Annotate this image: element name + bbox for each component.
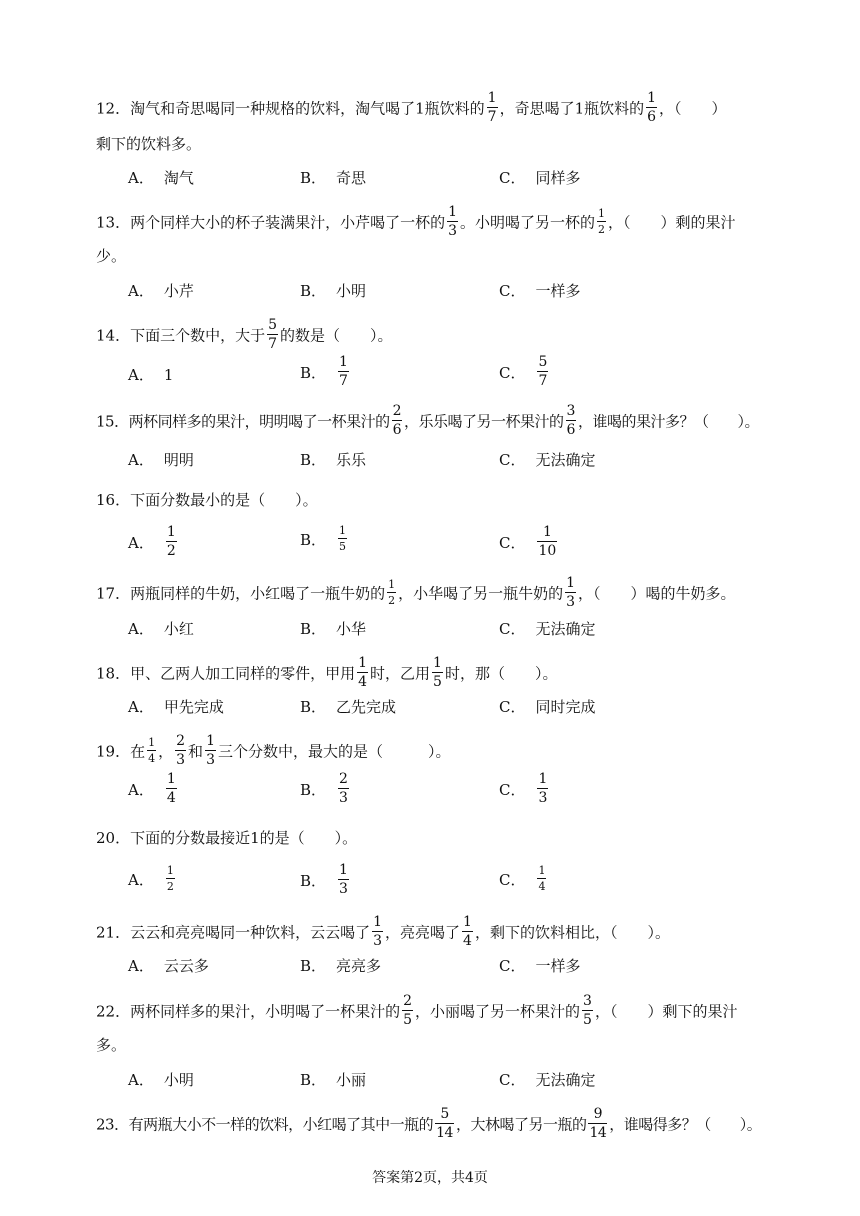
question-19 [96, 733, 451, 769]
fraction: $\frac{1}{2}$ [166, 524, 176, 559]
question-number: 14． [96, 326, 131, 345]
question-text: 在 [130, 742, 146, 761]
question-text: ， [158, 742, 174, 761]
question-number: 13． [96, 213, 131, 232]
fraction: $\frac{2}{5}$ [403, 993, 413, 1028]
fraction: $\frac{1}{4}$ [538, 864, 546, 893]
question-21 [96, 914, 670, 950]
question-17 [96, 575, 736, 611]
question-number: 16． [96, 491, 131, 509]
question-text: ，亮亮喝了 [385, 923, 461, 942]
question-15 [96, 403, 759, 439]
question-text: ，谁喝得多？（ ）。 [609, 1115, 762, 1134]
question-13-continuation: 少。 [96, 247, 127, 265]
option-a: A． 云云多 [128, 957, 209, 975]
fraction: $\frac{5}{14}$ [436, 1106, 453, 1141]
option-c: C． $\frac{5}{7}$ [499, 354, 548, 389]
option-b: B． $\frac{2}{3}$ [300, 771, 348, 806]
fraction: $\frac{1}{6}$ [647, 90, 657, 125]
fraction: $\frac{1}{4}$ [148, 736, 156, 765]
question-number: 19． [96, 742, 131, 761]
question-text: ，乐乐喝了另一杯果汁的 [404, 412, 564, 431]
fraction: $\frac{1}{4}$ [166, 771, 176, 806]
question-text: 云云和亮亮喝同一种饮料，云云喝了 [130, 923, 371, 942]
fraction: $\frac{1}{3}$ [566, 575, 576, 610]
fraction: $\frac{5}{7}$ [268, 317, 278, 352]
question-text: 两个同样大小的杯子装满果汁，小芹喝了一杯的 [130, 213, 446, 232]
question-text: ，小华喝了另一瓶牛奶的 [398, 584, 564, 603]
question-13 [96, 204, 736, 240]
question-text: ，小丽喝了另一杯果汁的 [415, 1002, 581, 1021]
question-number: 23． [96, 1115, 129, 1134]
question-text: 两杯同样多的果汁，明明喝了一杯果汁的 [128, 412, 390, 431]
question-text: 时，乙用 [370, 664, 431, 683]
option-b: B． 小丽 [300, 1071, 367, 1089]
question-text: ，（ ） [659, 99, 727, 118]
fraction: $\frac{2}{6}$ [392, 403, 402, 438]
question-text: 时，那（ ）。 [444, 664, 558, 683]
fraction: $\frac{9}{14}$ [589, 1106, 607, 1141]
fraction: $\frac{3}{5}$ [583, 993, 592, 1028]
option-c: C． $\frac{1}{10}$ [499, 524, 557, 559]
option-c: C． 无法确定 [499, 451, 596, 469]
question-text: 三个分数中，最大的是（ ）。 [217, 742, 451, 761]
question-number: 17． [96, 584, 131, 603]
question-12 [96, 90, 727, 126]
fraction: $\frac{3}{6}$ [566, 403, 575, 438]
fraction: $\frac{5}{7}$ [538, 354, 548, 389]
question-number: 15． [96, 412, 129, 431]
question-text: 有两瓶大小不一样的饮料，小红喝了其中一瓶的 [128, 1115, 434, 1134]
option-c: C． 一样多 [499, 957, 581, 975]
question-text: 两瓶同样的牛奶，小红喝了一瓶牛奶的 [130, 584, 386, 603]
option-c: C． $\frac{1}{3}$ [499, 771, 548, 806]
fraction: $\frac{1}{2}$ [166, 864, 174, 893]
page-footer: 答案第2页，共4页 [372, 1170, 488, 1186]
question-16 [96, 490, 318, 510]
option-a: A． 淘气 [128, 169, 194, 187]
question-22 [96, 993, 738, 1029]
question-text: 淘气和奇思喝同一种规格的饮料，淘气喝了1瓶饮料的 [130, 99, 485, 118]
option-a: A． $\frac{1}{2}$ [128, 524, 176, 559]
question-number: 22． [96, 1002, 131, 1021]
option-b: B． $\frac{1}{5}$ [300, 524, 347, 553]
option-a: A． 小芹 [128, 282, 194, 300]
option-a: A． 明明 [128, 451, 194, 469]
question-number: 18． [96, 664, 131, 683]
option-b: B． 乙先完成 [300, 698, 397, 716]
fraction: $\frac{1}{5}$ [339, 524, 347, 553]
fraction: $\frac{1}{2}$ [598, 207, 606, 236]
option-b: B． $\frac{1}{7}$ [300, 354, 348, 389]
question-18 [96, 655, 558, 691]
option-c: C． $\frac{1}{4}$ [499, 864, 546, 893]
option-c: C． 同时完成 [499, 698, 596, 716]
fraction: $\frac{1}{3}$ [339, 862, 348, 897]
fraction: $\frac{2}{3}$ [176, 733, 186, 768]
option-c: C． 无法确定 [499, 620, 596, 638]
question-text: 下面的分数最接近1的是（ ）。 [130, 829, 358, 847]
fraction: $\frac{1}{3}$ [373, 914, 383, 949]
question-text: ，剩下的饮料相比，（ ）。 [474, 923, 670, 942]
fraction: $\frac{1}{10}$ [538, 524, 557, 559]
question-23 [96, 1106, 762, 1142]
question-text: ，谁喝的果汁多？（ ）。 [577, 412, 759, 431]
option-c: C． 无法确定 [499, 1071, 596, 1089]
fraction: $\frac{1}{2}$ [388, 578, 396, 607]
option-a: A． 小红 [128, 620, 194, 638]
fraction: $\frac{1}{5}$ [433, 655, 442, 690]
option-b: B． 小华 [300, 620, 367, 638]
fraction: $\frac{1}{3}$ [206, 733, 215, 768]
fraction: $\frac{1}{4}$ [358, 655, 368, 690]
option-a: A． 1 [128, 366, 174, 384]
option-c: C． 一样多 [499, 282, 581, 300]
fraction: $\frac{1}{3}$ [538, 771, 548, 806]
question-text: 下面三个数中，大于 [130, 326, 266, 345]
question-text: 下面分数最小的是（ ）。 [130, 491, 318, 509]
option-b: B． $\frac{1}{3}$ [300, 862, 348, 897]
question-number: 12． [96, 99, 131, 118]
option-a: A． 甲先完成 [128, 698, 224, 716]
question-text: ，（ ）剩的果汁 [608, 213, 736, 232]
fraction: $\frac{1}{7}$ [339, 354, 348, 389]
question-text: 两杯同样多的果汁，小明喝了一杯果汁的 [130, 1002, 401, 1021]
question-number: 21． [96, 923, 131, 942]
question-14 [96, 317, 393, 353]
option-c: C． 同样多 [499, 169, 581, 187]
option-b: B． 小明 [300, 282, 367, 300]
question-text: 的数是（ ）。 [280, 326, 393, 345]
fraction: $\frac{2}{3}$ [339, 771, 348, 806]
option-b: B． 奇思 [300, 169, 367, 187]
fraction: $\frac{1}{7}$ [487, 90, 497, 125]
question-text: ，（ ）剩下的果汁 [594, 1002, 738, 1021]
option-a: A． $\frac{1}{4}$ [128, 771, 176, 806]
question-12-continuation: 剩下的饮料多。 [96, 135, 202, 153]
question-text: ，大林喝了另一瓶的 [455, 1115, 587, 1134]
option-b: B． 亮亮多 [300, 957, 382, 975]
question-text: ，奇思喝了1瓶饮料的 [499, 99, 645, 118]
option-b: B． 乐乐 [300, 451, 367, 469]
fraction: $\frac{1}{4}$ [463, 914, 472, 949]
question-text: 甲、乙两人加工同样的零件，甲用 [130, 664, 356, 683]
option-a: A． 小明 [128, 1071, 194, 1089]
question-text: 和 [188, 742, 204, 761]
option-a: A． $\frac{1}{2}$ [128, 864, 174, 893]
question-text: ，（ ）喝的牛奶多。 [578, 584, 736, 603]
question-text: 。小明喝了另一杯的 [460, 213, 596, 232]
question-number: 20． [96, 829, 131, 847]
fraction: $\frac{1}{3}$ [448, 204, 458, 239]
question-22-continuation: 多。 [96, 1036, 127, 1054]
question-20 [96, 828, 357, 848]
